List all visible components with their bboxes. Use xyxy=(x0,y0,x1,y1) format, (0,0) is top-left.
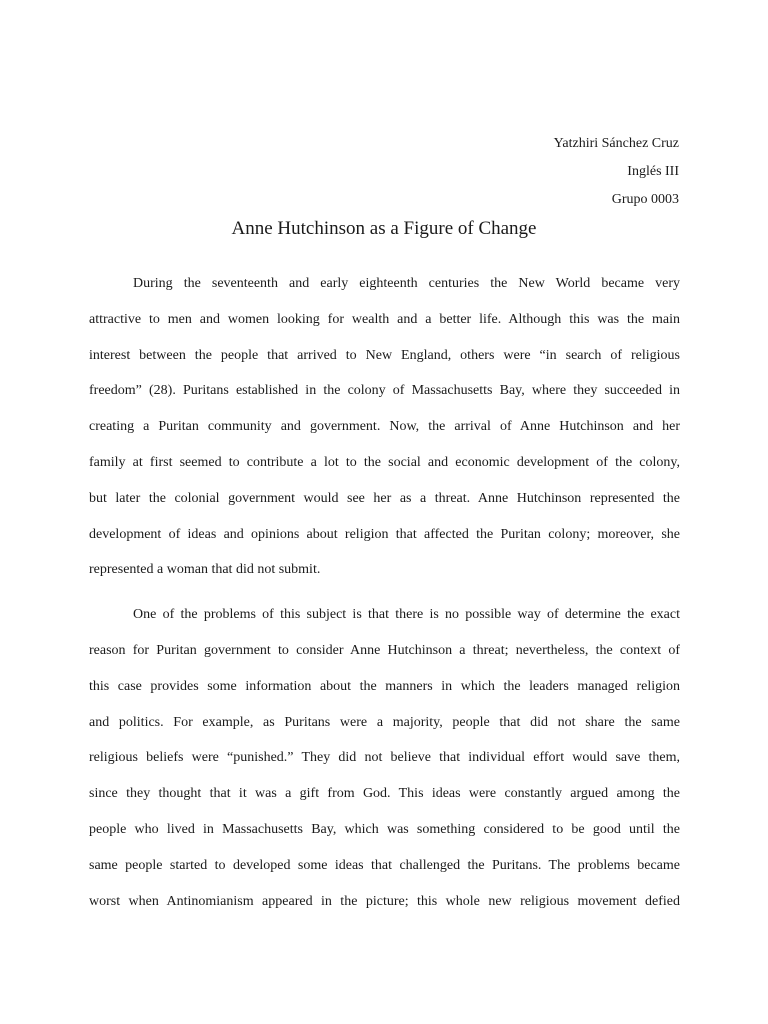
paragraph-line: worst when Antinomianism appeared in the picture; this whole new religious movement defied xyxy=(89,893,680,909)
paragraph-2 xyxy=(89,601,680,923)
paragraph-line: and politics. For example, as Puritans were a majority, people that did not share the same xyxy=(89,714,680,730)
paragraph-line: During the seventeenth and early eighteenth centuries the New World became very xyxy=(133,276,680,291)
paragraph-line: same people started to developed some ideas that challenged the Puritans. The problems became xyxy=(89,857,680,873)
paragraph-line: reason for Puritan government to consider Anne Hutchinson a threat; nevertheless, the context of xyxy=(89,642,680,658)
paragraph-line: freedom” (28). Puritans established in the colony of Massachusetts Bay, where they succeeded in xyxy=(89,383,680,399)
course-name: Inglés III xyxy=(627,164,679,179)
author-name: Yatzhiri Sánchez Cruz xyxy=(553,136,679,151)
paragraph-line: interest between the people that arrived to New England, others were “in search of religious xyxy=(89,347,680,363)
paragraph-1 xyxy=(89,270,680,592)
paragraph-line: this case provides some information about the manners in which the leaders managed religion xyxy=(89,678,680,694)
paragraph-line: religious beliefs were “punished.” They did not believe that individual effort would save them, xyxy=(89,750,680,766)
author-header xyxy=(554,130,679,214)
paragraph-line: but later the colonial government would see her as a threat. Anne Hutchinson represented the xyxy=(89,490,680,506)
essay-title: Anne Hutchinson as a Figure of Change xyxy=(231,218,537,239)
paragraph-line: family at first seemed to contribute a lot to the social and economic development of the colony, xyxy=(89,454,680,470)
essay-body xyxy=(89,270,680,923)
paragraph-line: creating a Puritan community and government. Now, the arrival of Anne Hutchinson and her xyxy=(89,419,680,435)
group-number: Grupo 0003 xyxy=(611,192,679,207)
paragraph-line: since they thought that it was a gift from God. This ideas were constantly argued among the xyxy=(89,786,680,802)
paragraph-line: development of ideas and opinions about religion that affected the Puritan colony; moreover, she xyxy=(89,526,680,542)
paragraph-line: people who lived in Massachusetts Bay, which was something considered to be good until the xyxy=(89,821,680,837)
paragraph-line: attractive to men and women looking for wealth and a better life. Although this was the main xyxy=(89,311,680,327)
paragraph-line: One of the problems of this subject is that there is no possible way of determine the exact xyxy=(133,607,680,623)
paragraph-line: represented a woman that did not submit. xyxy=(89,562,321,578)
